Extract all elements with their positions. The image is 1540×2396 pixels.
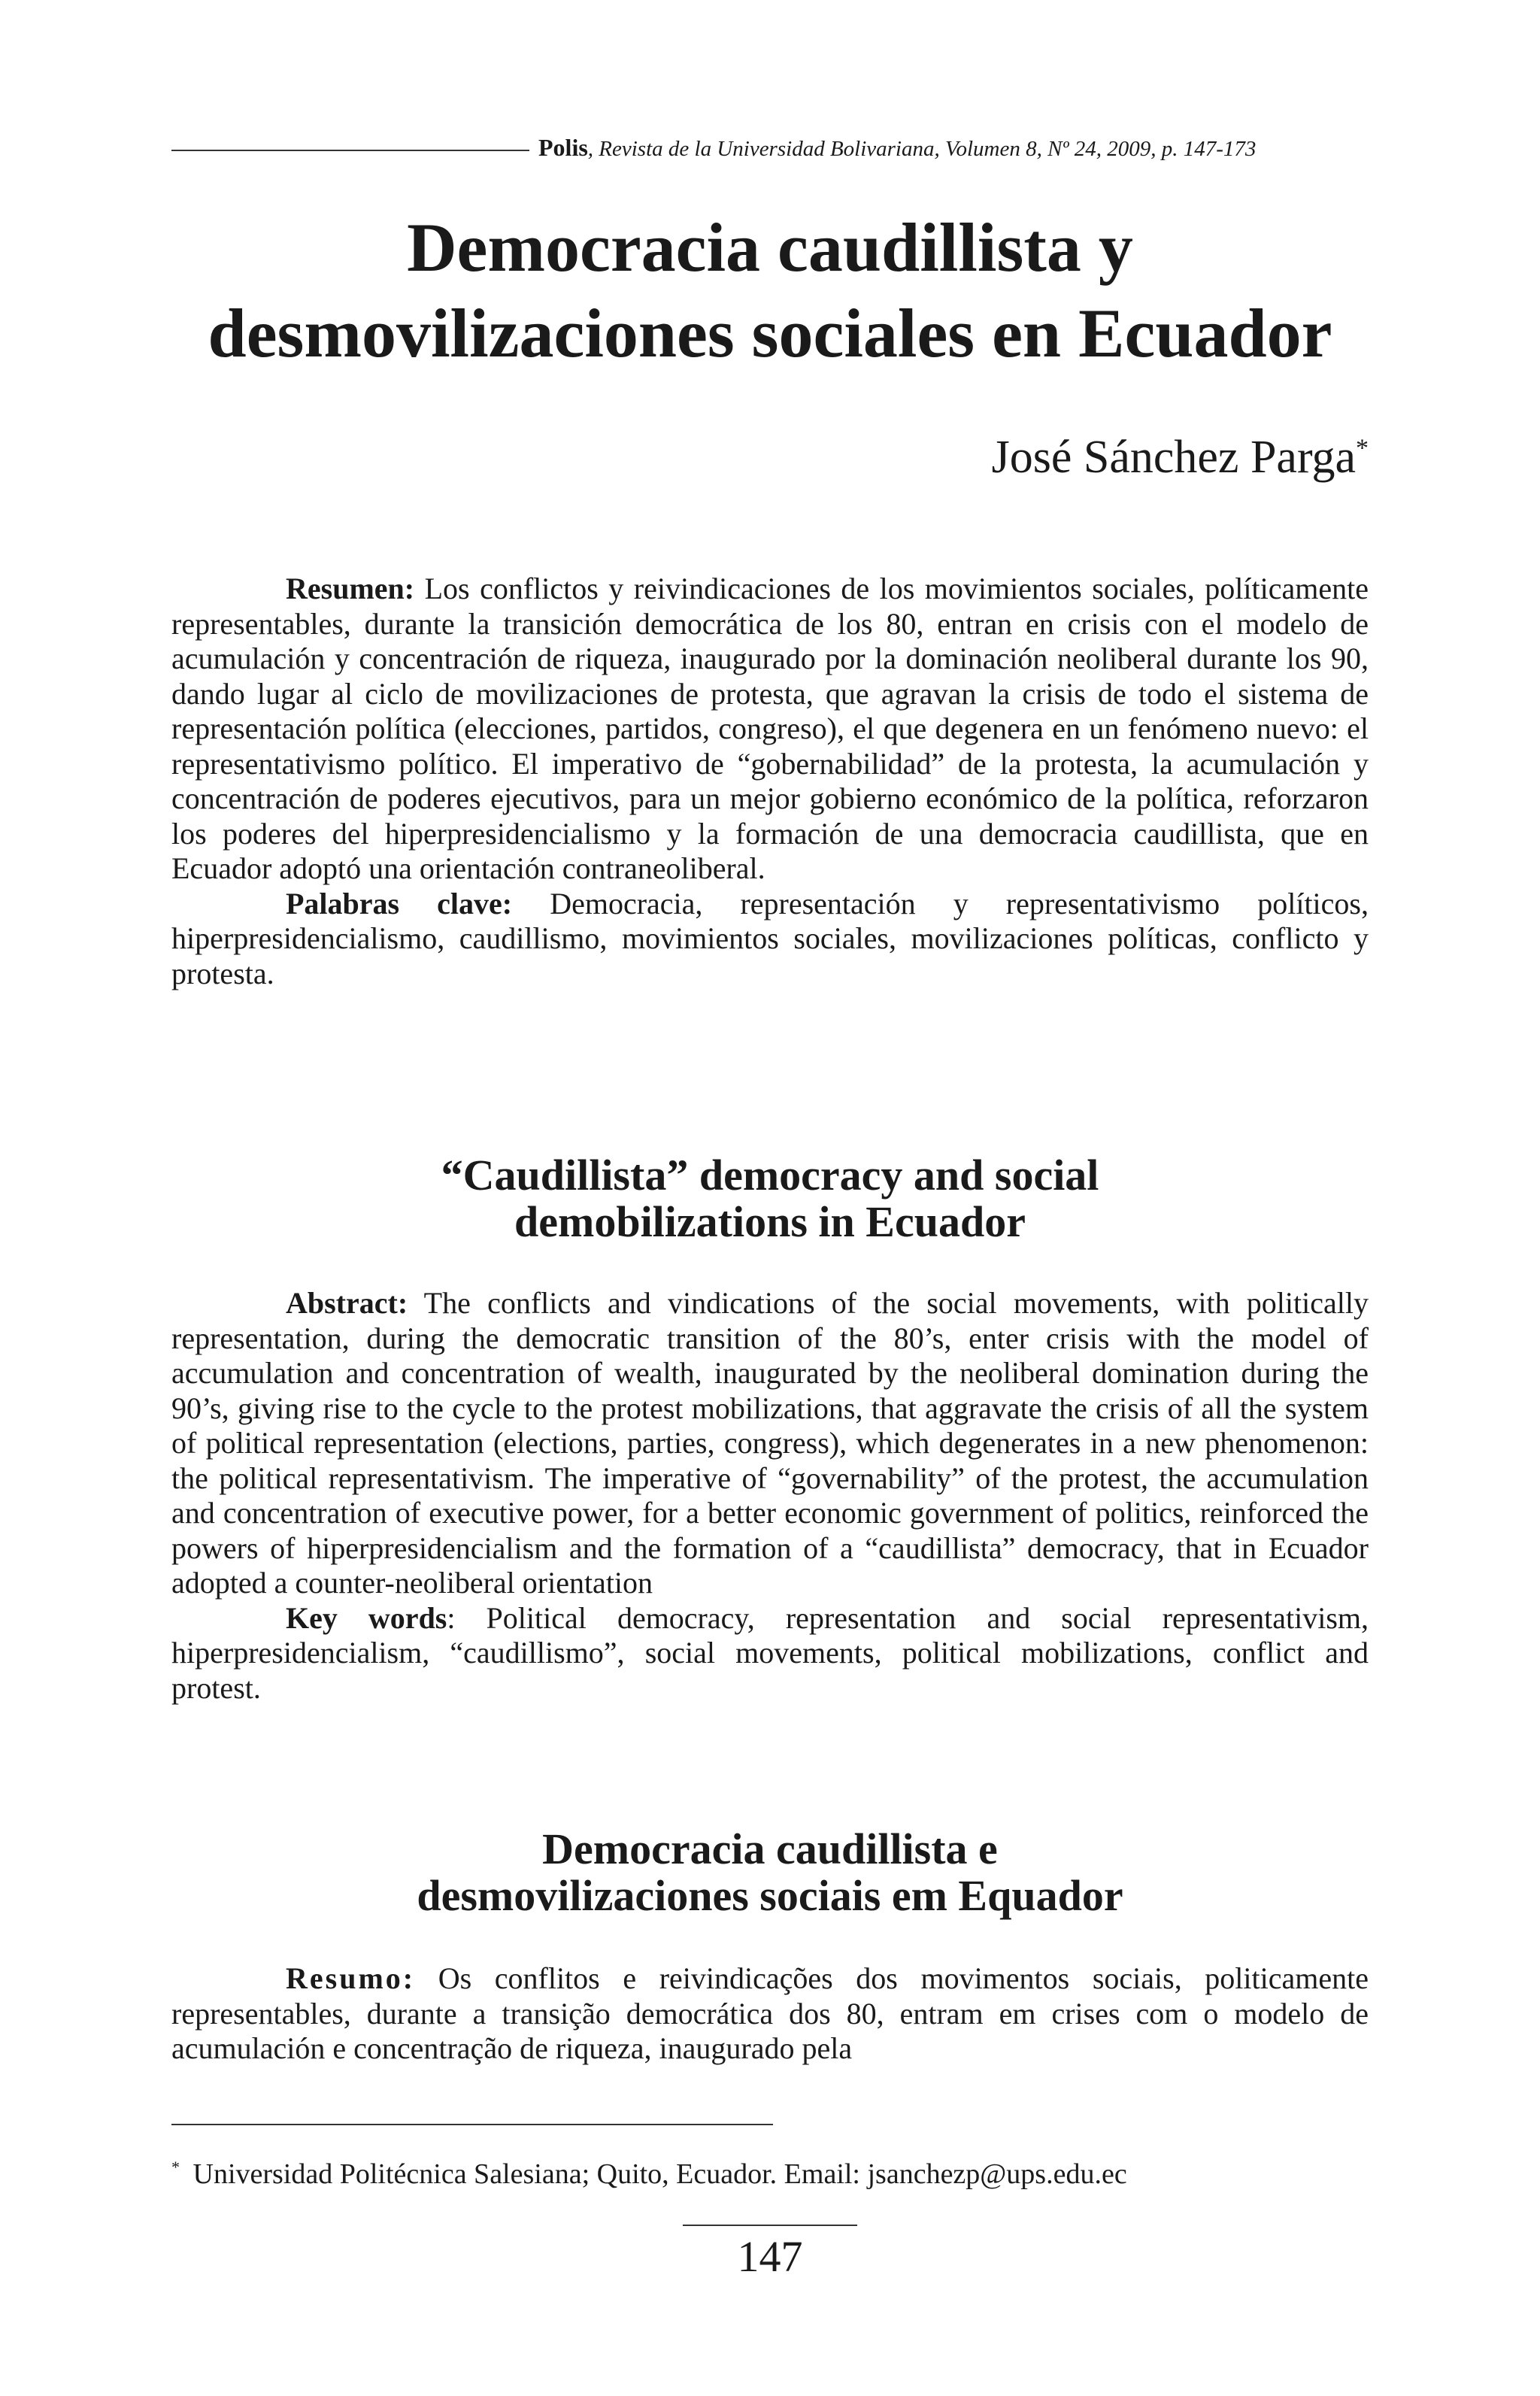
key-words-paragraph xyxy=(171,1601,1369,1706)
resumen-section xyxy=(171,572,1369,991)
english-title-line-2: demobilizations in Ecuador xyxy=(514,1197,1026,1246)
resumen-text: Los conflictos y reivindicaciones de los movimientos sociales, políticamente representables, durante la transición democrática de los 80, entran en crisis con el modelo de acumulación y concentración de riqueza, inaugurado por la dominación neoliberal durante los 90, dando lugar al ciclo de movilizaciones de protesta, que agravan la crisis de todo el sistema de representación política (elecciones, partidos, congreso), el que degenera en un fenómeno nuevo: el representativismo político. El imperativo de “gobernabilidad” de la protesta, la acumulación y concentración de poderes ejecutivos, para un mejor gobierno económico de la política, reforzaron los poderes del hiperpresidencialismo y la formación de una democracia caudillista, que en Ecuador adoptó una orientación contraneoliberal. xyxy=(171,572,1369,885)
author-name: José Sánchez Parga xyxy=(991,432,1356,483)
resumo-text: Os conflitos e reivindicações dos movimentos sociais, politicamente representables, durante a transição democrática dos 80, entram em crises com o modelo de acumulación e concentração de riqueza, inaugurado pela xyxy=(171,1961,1369,2065)
journal-name: Polis xyxy=(538,134,588,161)
abstract-label: Abstract: xyxy=(286,1286,408,1320)
article-title xyxy=(171,205,1369,376)
resumo-label: Resumo: xyxy=(286,1961,416,1995)
footnote-rule xyxy=(171,2124,773,2125)
author-footnote-mark[interactable]: * xyxy=(1356,434,1369,463)
english-title xyxy=(171,1152,1369,1245)
resumo-paragraph xyxy=(171,1961,1369,2067)
resumen-paragraph xyxy=(171,572,1369,887)
portuguese-title-line-2: desmovilizaciones sociais em Equador xyxy=(417,1871,1123,1920)
resumo-section xyxy=(171,1961,1369,2067)
abstract-text: The conflicts and vindications of the social movements, with politically representation, during the democratic transition of the 80’s, enter crisis with the model of accumulation and concentration of wealth, inaugurated by the neoliberal domination during the 90’s, giving rise to the cycle to the protest mobilizations, that aggravate the crisis of all the system of political representation (elections, parties, congress), which degenerates in a new phenomenon: the political representativism. The imperative of “governability” of the protest, the accumulation and concentration of executive power, for a better economic government of politics, reinforced the powers of hiperpresidencialism and the formation of a “caudillista” democracy, that in Ecuador adopted a counter-neoliberal orientation xyxy=(171,1286,1369,1600)
footnote-mark: * xyxy=(171,2158,180,2177)
palabras-clave-paragraph xyxy=(171,887,1369,992)
english-title-line-1: “Caudillista” democracy and social xyxy=(441,1151,1099,1200)
author xyxy=(171,427,1369,487)
palabras-clave-text: Democracia, representación y representativismo políticos, hiperpresidencialismo, caudillismo, movimientos sociales, movilizaciones políticas, conflicto y protesta. xyxy=(171,886,1369,990)
palabras-clave-label: Palabras clave: xyxy=(286,886,513,920)
key-words-label: Key words xyxy=(286,1600,447,1635)
portuguese-title xyxy=(171,1826,1369,1919)
abstract-section xyxy=(171,1286,1369,1706)
abstract-paragraph xyxy=(171,1286,1369,1601)
running-head xyxy=(171,134,1369,162)
page-number-rule xyxy=(683,2225,857,2226)
running-head-rule xyxy=(171,150,529,151)
page-number: 147 xyxy=(737,2232,803,2281)
portuguese-title-line-1: Democracia caudillista e xyxy=(542,1824,998,1873)
resumen-label: Resumen: xyxy=(286,572,415,605)
key-words-text: : Political democracy, representation and social representativism, hiperpresidencialism, “caudillismo”, social movements, political mobilizations, conflict and protest. xyxy=(171,1600,1369,1705)
footnote xyxy=(171,2157,1369,2191)
article-title-line-1: Democracia caudillista y xyxy=(407,209,1133,286)
journal-citation: , Revista de la Universidad Bolivariana, Volumen 8, Nº 24, 2009, p. 147-173 xyxy=(587,137,1257,161)
article-title-line-2: desmovilizaciones sociales en Ecuador xyxy=(208,295,1332,372)
footnote-text: Universidad Politécnica Salesiana; Quito, Ecuador. Email: jsanchezp@ups.edu.ec xyxy=(186,2158,1127,2190)
